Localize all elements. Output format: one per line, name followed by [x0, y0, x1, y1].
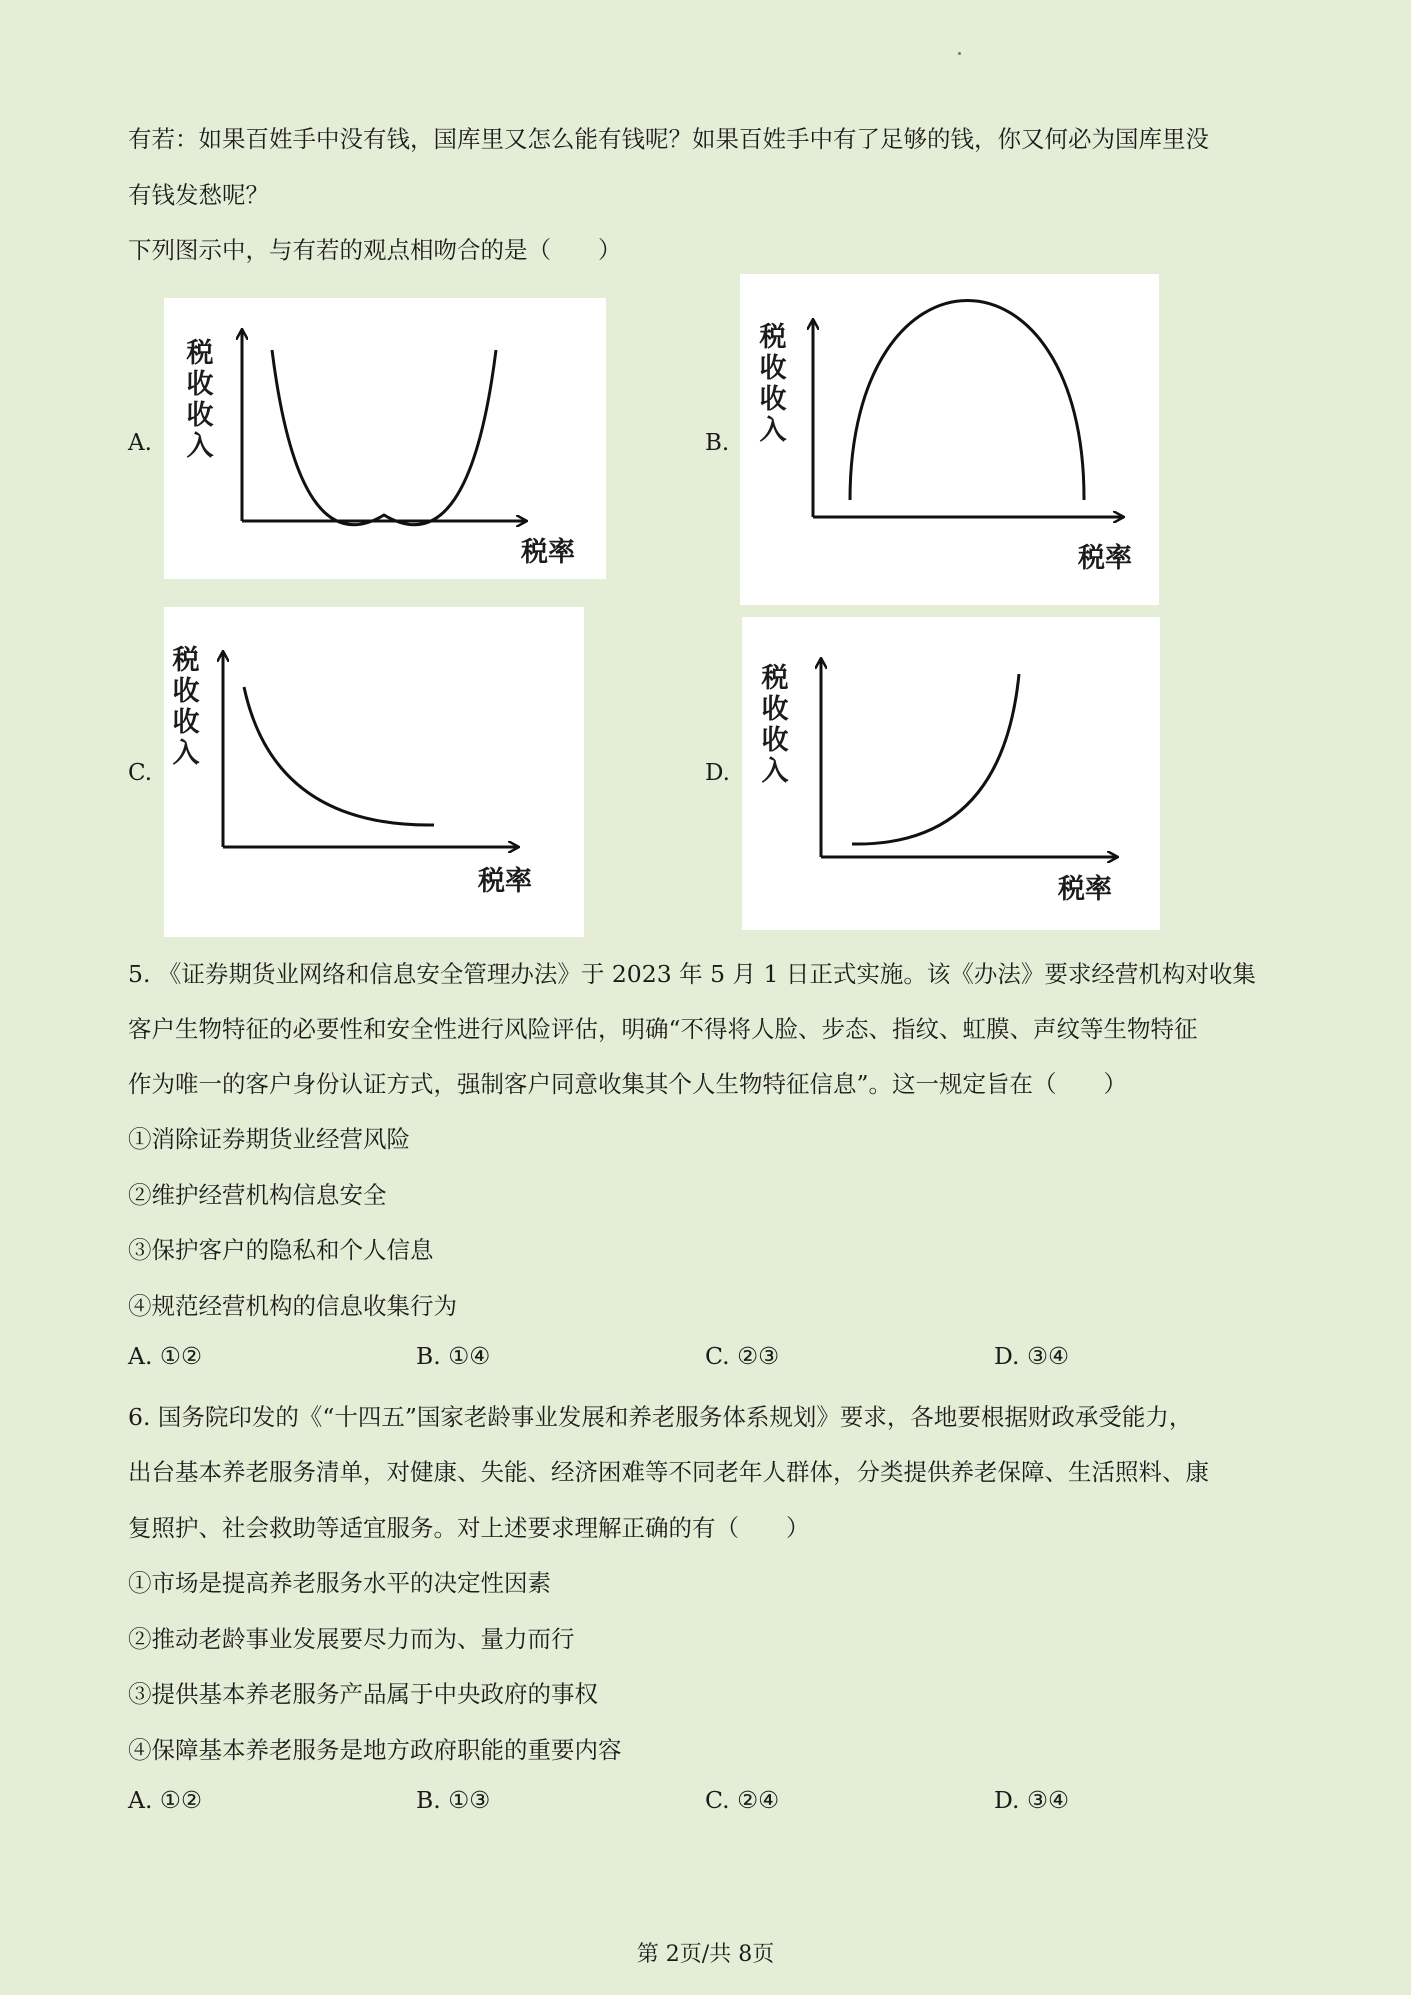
q6-option-a: A. ①② — [128, 1786, 203, 1814]
graph-c-curve — [244, 687, 434, 825]
graph-c-x-label: 税率 — [478, 866, 532, 897]
q4-text-line-1: 有若：如果百姓手中没有钱，国库里又怎么能有钱呢？如果百姓手中有了足够的钱，你又何必为国库里没 — [128, 125, 1209, 153]
q5-text-line-1: 5. 《证券期货业网络和信息安全管理办法》于 2023 年 5 月 1 日正式实施。该《办法》要求经营机构对收集 — [128, 960, 1256, 988]
q5-option-a: A. ①② — [128, 1342, 203, 1370]
q5-option-d: D. ③④ — [994, 1342, 1070, 1370]
q6-statement-1: ①市场是提高养老服务水平的决定性因素 — [128, 1569, 551, 1597]
q5-option-b: B. ①④ — [416, 1342, 491, 1370]
graph-b — [740, 274, 1159, 605]
graph-d — [742, 617, 1160, 930]
graph-b-y-label: 税收收入 — [759, 322, 787, 446]
graph-c — [164, 607, 584, 937]
page-number: 第 2页/共 8页 — [636, 1942, 775, 1967]
q4-text-line-2: 有钱发愁呢？ — [128, 181, 269, 209]
q5-statement-3: ③保护客户的隐私和个人信息 — [128, 1236, 434, 1264]
graph-d-x-label: 税率 — [1058, 874, 1112, 905]
graph-c-label: C. — [128, 760, 153, 786]
q6-statement-2: ②推动老龄事业发展要尽力而为、量力而行 — [128, 1625, 575, 1653]
graph-d-label: D. — [705, 760, 730, 786]
q6-option-b: B. ①③ — [416, 1786, 491, 1814]
q6-text-line-1: 6. 国务院印发的《“十四五”国家老龄事业发展和养老服务体系规划》要求，各地要根据财政承受能力， — [128, 1403, 1193, 1431]
scan-dot — [958, 52, 961, 55]
graph-a-y-label: 税收收入 — [186, 338, 214, 462]
q6-text-line-3: 复照护、社会救助等适宜服务。对上述要求理解正确的有（ ） — [128, 1514, 810, 1542]
graph-c-y-label: 税收收入 — [172, 645, 200, 769]
q5-text-line-2: 客户生物特征的必要性和安全性进行风险评估，明确“不得将人脸、步态、指纹、虹膜、声纹等生物特征 — [128, 1015, 1198, 1043]
graph-d-y-label: 税收收入 — [761, 663, 789, 787]
graph-b-x-label: 税率 — [1078, 543, 1132, 574]
q6-statement-4: ④保障基本养老服务是地方政府职能的重要内容 — [128, 1736, 622, 1764]
q6-text-line-2: 出台基本养老服务清单，对健康、失能、经济困难等不同老年人群体，分类提供养老保障、生活照料、康 — [128, 1458, 1209, 1486]
graph-a-x-label: 税率 — [521, 537, 575, 568]
q6-option-c: C. ②④ — [705, 1786, 780, 1814]
graph-b-label: B. — [705, 430, 730, 456]
graph-a-curve — [272, 350, 496, 525]
graph-d-curve — [852, 674, 1019, 844]
q4-question: 下列图示中，与有若的观点相吻合的是（ ） — [128, 236, 622, 264]
q5-option-c: C. ②③ — [705, 1342, 780, 1370]
q5-text-line-3: 作为唯一的客户身份认证方式，强制客户同意收集其个人生物特征信息”。这一规定旨在（ ） — [128, 1070, 1128, 1098]
graph-a — [164, 298, 606, 579]
q5-statement-1: ①消除证券期货业经营风险 — [128, 1125, 410, 1153]
graph-a-label: A. — [128, 430, 152, 456]
q5-statement-4: ④规范经营机构的信息收集行为 — [128, 1292, 457, 1320]
q6-statement-3: ③提供基本养老服务产品属于中央政府的事权 — [128, 1680, 598, 1708]
q5-statement-2: ②维护经营机构信息安全 — [128, 1181, 387, 1209]
q6-option-d: D. ③④ — [994, 1786, 1070, 1814]
graph-b-curve — [850, 301, 1084, 501]
